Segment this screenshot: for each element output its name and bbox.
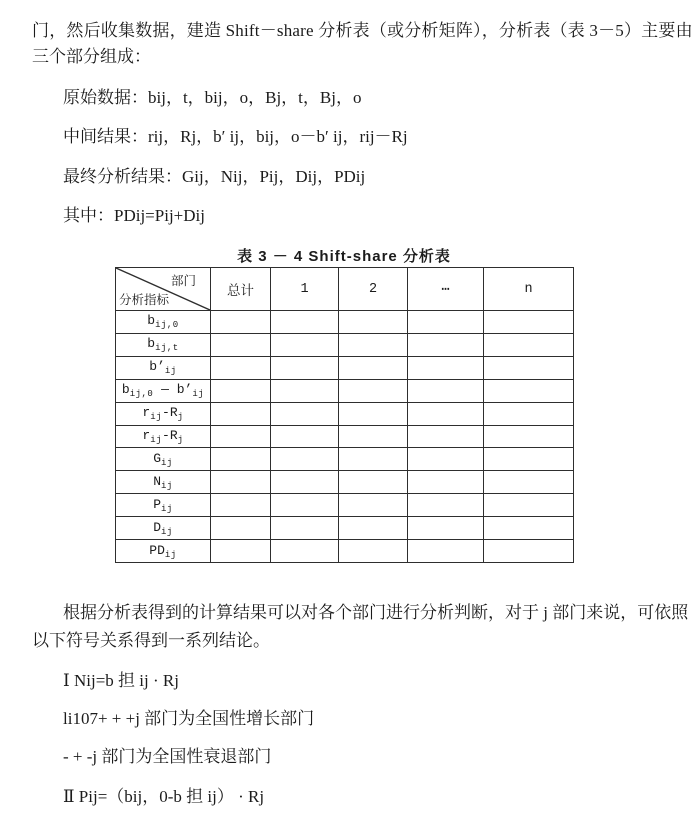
where-clause-line: 其中：PDij=Pij+Dij <box>63 206 205 225</box>
intermediate-results-line: 中间结果：rij，Rj，b′ ij，bij，o－b′ ij，rij－Rj <box>63 127 408 146</box>
table-cell <box>339 471 408 494</box>
conclusion-decline-sector: - + -j 部门为全国性衰退部门 <box>63 747 272 766</box>
analysis-paragraph-line-1: 根据分析表得到的计算结果可以对各个部门进行分析判断，对于 j 部门来说，可依照 <box>63 603 689 622</box>
table-cell <box>271 517 339 540</box>
table-cell <box>484 311 574 334</box>
table-row <box>116 448 574 471</box>
row-label: $r_{ij}-R_j$ <box>116 402 211 425</box>
table-row <box>116 333 574 356</box>
analysis-paragraph-line-2: 以下符号关系得到一系列结论。 <box>32 631 270 650</box>
table-cell <box>339 448 408 471</box>
row-label: $b’_{ij}$ <box>116 356 211 379</box>
column-header-1: 1 <box>271 268 339 311</box>
corner-header-cell <box>116 268 211 311</box>
table-cell <box>339 311 408 334</box>
table-cell <box>484 448 574 471</box>
table-cell <box>484 517 574 540</box>
corner-label-department: 部门 <box>170 274 196 288</box>
column-header-n: n <box>484 268 574 311</box>
table-cell <box>339 540 408 563</box>
table-cell <box>408 540 484 563</box>
table-cell <box>271 311 339 334</box>
table-cell <box>271 402 339 425</box>
row-label: $G_{ij}$ <box>116 448 211 471</box>
table-body <box>116 311 574 563</box>
table-cell <box>484 494 574 517</box>
table-cell <box>271 379 339 402</box>
table-row <box>116 402 574 425</box>
table-cell <box>339 517 408 540</box>
table-cell <box>211 356 271 379</box>
table-row <box>116 425 574 448</box>
table-cell <box>211 311 271 334</box>
shift-share-table <box>115 267 574 563</box>
table-cell <box>339 333 408 356</box>
table-cell <box>211 333 271 356</box>
row-label: $b_{ij,0}$ ― $b’_{ij}$ <box>116 379 211 402</box>
table-cell <box>484 356 574 379</box>
table-cell <box>408 425 484 448</box>
table-row <box>116 494 574 517</box>
table-cell <box>408 494 484 517</box>
table-row <box>116 356 574 379</box>
table-cell <box>211 517 271 540</box>
table-row <box>116 517 574 540</box>
row-label: $PD_{ij}$ <box>116 540 211 563</box>
table-cell <box>211 494 271 517</box>
row-label: $D_{ij}$ <box>116 517 211 540</box>
table-cell <box>339 402 408 425</box>
final-results-line: 最终分析结果：Gij，Nij，Pij，Dij，PDij <box>63 167 366 186</box>
table-cell <box>408 448 484 471</box>
table-cell <box>211 402 271 425</box>
table-cell <box>484 402 574 425</box>
table-cell <box>484 471 574 494</box>
table-cell <box>271 540 339 563</box>
table-cell <box>408 402 484 425</box>
table-row <box>116 471 574 494</box>
table-cell <box>339 494 408 517</box>
table-cell <box>484 425 574 448</box>
formula-nij: Ⅰ Nij=b 担 ij · Rj <box>63 671 179 690</box>
row-label: $r_{ij}-R_j$ <box>116 425 211 448</box>
table-cell <box>271 494 339 517</box>
column-header-2: 2 <box>339 268 408 311</box>
table-cell <box>339 356 408 379</box>
table-cell <box>271 448 339 471</box>
table-cell <box>271 333 339 356</box>
table-cell <box>408 333 484 356</box>
table-title: 表 3 － 4 Shift-share 分析表 <box>237 248 451 265</box>
table-cell <box>484 379 574 402</box>
table-cell <box>211 425 271 448</box>
table-cell <box>211 471 271 494</box>
table-row <box>116 311 574 334</box>
table-cell <box>211 540 271 563</box>
intro-line-1: 门，然后收集数据，建造 Shift－share 分析表（或分析矩阵），分析表（表 3－5）主要由 <box>32 21 693 40</box>
table-cell <box>339 379 408 402</box>
table-cell <box>408 379 484 402</box>
table-cell <box>211 448 271 471</box>
row-label: $b_{ij,t}$ <box>116 333 211 356</box>
table-cell <box>271 425 339 448</box>
column-header-ellipsis: ⋯ <box>408 268 484 311</box>
table-header-row <box>116 268 574 311</box>
row-label: $N_{ij}$ <box>116 471 211 494</box>
row-label: $b_{ij,0}$ <box>116 311 211 334</box>
row-label: $P_{ij}$ <box>116 494 211 517</box>
table-cell <box>484 540 574 563</box>
table-cell <box>211 379 271 402</box>
table-row <box>116 540 574 563</box>
table-cell <box>408 356 484 379</box>
table-cell <box>484 333 574 356</box>
corner-label-indicator: 分析指标 <box>119 293 170 307</box>
table-cell <box>339 425 408 448</box>
table-cell <box>408 517 484 540</box>
table-cell <box>271 471 339 494</box>
table-cell <box>408 311 484 334</box>
table-row <box>116 379 574 402</box>
table-cell <box>271 356 339 379</box>
column-header-total: 总计 <box>211 268 271 311</box>
table-cell <box>408 471 484 494</box>
conclusion-growth-sector: li107+ + +j 部门为全国性增长部门 <box>63 709 315 728</box>
formula-pij: Ⅱ Pij=（bij，0-b 担 ij） · Rj <box>63 787 265 806</box>
intro-line-2: 三个部分组成： <box>32 47 151 66</box>
original-data-line: 原始数据：bij，t，bij，o，Bj，t，Bj，o <box>63 88 362 107</box>
